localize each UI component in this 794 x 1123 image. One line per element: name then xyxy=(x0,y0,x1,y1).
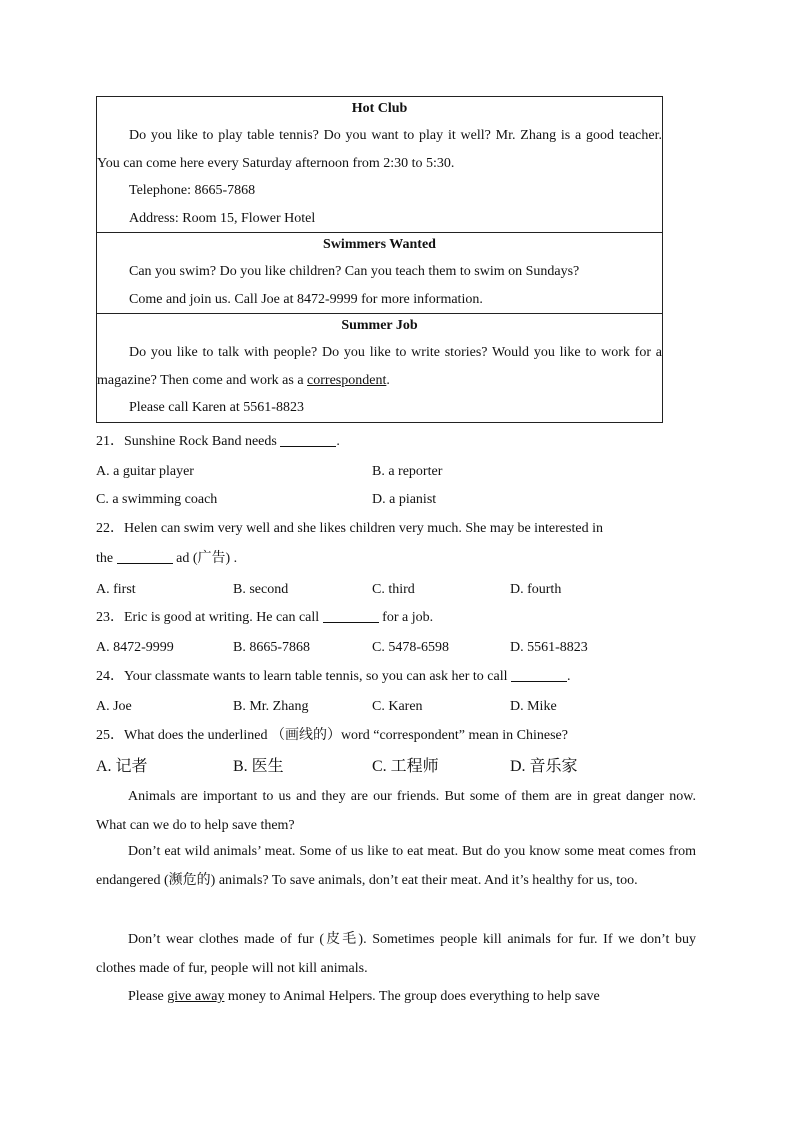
ad-address: Address: Room 15, Flower Hotel xyxy=(129,210,316,226)
option-c: C. 工程师 xyxy=(372,758,439,775)
option-a: A. 8472-9999 xyxy=(96,640,174,655)
option-a: A. 记者 xyxy=(96,758,148,775)
passage-paragraph-1 xyxy=(96,783,696,840)
paragraph-text: Don’t wear clothes made of fur (皮毛). Sometimes people kill animals for fur. If we don’t buy clothes made of fur, people will not kill animals. xyxy=(96,932,696,976)
option-a: A. a guitar player xyxy=(96,464,194,479)
option-c: C. 5478-6598 xyxy=(372,640,449,655)
ad-telephone: Telephone: 8665-7868 xyxy=(129,183,256,198)
option-b: B. 8665-7868 xyxy=(233,640,310,655)
question-21 xyxy=(96,432,696,452)
question-stem-end: . xyxy=(566,669,571,684)
option-d: D. Mike xyxy=(510,699,557,714)
question-24 xyxy=(96,667,696,687)
question-stem: 24．Your classmate wants to learn table tennis, so you can ask her to call xyxy=(96,669,508,684)
paragraph-text-start: Please xyxy=(128,989,168,1004)
ad-hot-club xyxy=(97,97,662,232)
ad-text: Do you like to play table tennis? Do you want to play it well? Mr. Zhang is a good teacher. You can come here every Saturday afternoon from 2:30 to 5:30. xyxy=(97,128,662,171)
option-b: B. Mr. Zhang xyxy=(233,699,309,714)
question-stem-end: . xyxy=(336,434,340,449)
ad-text: Can you swim? Do you like children? Can you teach them to swim on Sundays? xyxy=(129,264,580,279)
option-a: A. Joe xyxy=(96,699,132,714)
question-stem: 25．What does the underlined （画线的）word “correspondent” mean in Chinese? xyxy=(96,728,568,743)
paragraph-text-end: money to Animal Helpers. The group does everything to help save xyxy=(224,989,600,1004)
question-22-line2 xyxy=(96,549,696,569)
ad-text: Come and join us. Call Joe at 8472-9999 for more information. xyxy=(129,291,483,307)
underlined-phrase: give away xyxy=(167,989,225,1004)
ad-title: Summer Job xyxy=(341,318,418,333)
question-stem: the xyxy=(96,551,114,566)
option-c: C. third xyxy=(372,582,415,597)
ad-title: Swimmers Wanted xyxy=(323,237,436,252)
ad-summer-job xyxy=(97,313,662,422)
option-d: D. 音乐家 xyxy=(510,758,578,775)
ad-text-end: . xyxy=(386,372,390,388)
option-d: D. a pianist xyxy=(372,492,437,507)
question-22 xyxy=(96,519,696,539)
underlined-word: correspondent xyxy=(307,372,387,388)
option-c: C. Karen xyxy=(372,699,423,714)
option-b: B. 医生 xyxy=(233,758,284,775)
passage-paragraph-2 xyxy=(96,838,696,895)
answer-blank xyxy=(511,667,567,682)
ad-title: Hot Club xyxy=(351,101,408,116)
passage-paragraph-4 xyxy=(96,983,696,1012)
question-23 xyxy=(96,608,696,628)
option-d: D. 5561-8823 xyxy=(510,640,588,655)
question-stem-end: for a job. xyxy=(382,610,434,625)
paragraph-text xyxy=(96,983,696,1012)
question-25 xyxy=(96,726,696,746)
option-c: C. a swimming coach xyxy=(96,492,218,507)
answer-blank xyxy=(280,432,336,447)
paragraph-text: Don’t eat wild animals’ meat. Some of us like to eat meat. But do you know some meat comes from endangered (濒危的) animals? To save animals, don’t eat their meat. And it’s healthy for us, too. xyxy=(96,844,696,888)
option-a: A. first xyxy=(96,582,136,597)
question-stem-end: ad (广告) . xyxy=(176,551,238,566)
question-stem: 22．Helen can swim very well and she likes children very much. She may be interested in xyxy=(96,521,603,536)
ad-swimmers-wanted xyxy=(97,232,662,313)
ad-text-start: Do you like to talk with people? Do you like to write stories? Would you like to work for a magazine? Then come and work as a xyxy=(97,345,662,388)
ad-text xyxy=(97,339,662,394)
answer-blank xyxy=(323,608,379,623)
option-b: B. second xyxy=(233,582,289,597)
option-b: B. a reporter xyxy=(372,464,443,479)
passage-paragraph-3 xyxy=(96,926,696,983)
ad-contact: Please call Karen at 5561-8823 xyxy=(129,400,304,415)
question-stem: 23．Eric is good at writing. He can call xyxy=(96,610,320,625)
paragraph-text: Animals are important to us and they are our friends. But some of them are in great danger now. What can we do to help save them? xyxy=(96,789,696,833)
option-d: D. fourth xyxy=(510,582,562,597)
answer-blank xyxy=(117,549,173,564)
question-stem: 21．Sunshine Rock Band needs xyxy=(96,434,277,449)
advertisement-table xyxy=(96,96,663,423)
